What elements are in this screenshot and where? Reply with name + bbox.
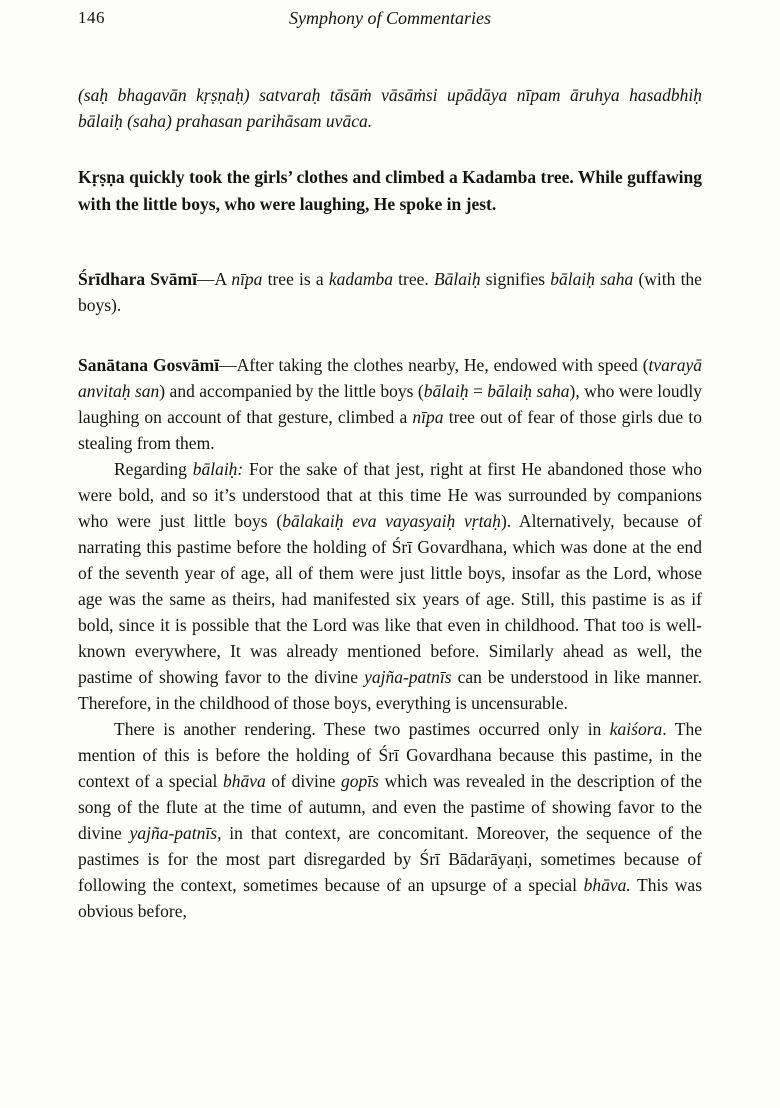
text-run: yajña-patnīs, [129,823,222,843]
text-run: For the sake of that jest, right at first He abandoned those who were bold, and so it’s understood that at this time He was surrounded by companions who were just little boys ( [78,459,703,531]
sanatana-commentary-continued-2 [78,716,702,924]
text-run: bālaiḥ [423,381,469,401]
text-run: nīpa [231,269,263,289]
text-run: Regarding [114,459,193,479]
page-header [78,8,702,38]
text-run: Bālaiḥ [433,269,481,289]
text-run: yajña-patnīs [364,667,452,687]
sanatana-commentary [78,352,702,456]
text-run: Kṛṣṇa quickly took the girls’ clothes and climbed a Kadamba tree. While guffawing with the little boys, who were laughing, He spoke in jest. [78,167,702,214]
page-body [78,82,702,924]
text-run: bālaiḥ saha [487,381,570,401]
text-run: ), who were loudly laughing on account of that gesture, climbed a [78,381,702,427]
text-run: of divine [265,771,342,791]
text-run: tree is a [262,269,329,289]
text-run: kaiśora [609,719,663,739]
text-run: There is another rendering. These two pastimes occurred only in [114,719,610,739]
text-run: —A [196,269,232,289]
sanatana-commentary-continued [78,456,702,716]
page-number: 146 [78,8,105,27]
text-run: ). Alternatively, because of narrating this pastime before the holding of Śrī Govardhana, which was done at the end of the seventh year of age, all of them were just little boys, insofar as the Lord, whose age was the same as theirs, had manifested six years of age. Still, this pastime is as if bold, since it is possible that the Lord was like that even in childhood. That too is well-known everywhere, It was already mentioned before. Similarly ahead as well, the pastime of showing favor to the divine [78,511,702,687]
text-run: kadamba [328,269,393,289]
running-title: Symphony of Commentaries [289,8,491,28]
text-run: —After taking the clothes nearby, He, endowed with speed ( [219,355,649,375]
text-run: (saḥ bhagavān kṛṣṇaḥ) satvaraḥ tāsāṁ vāsāṁsi upādāya nīpam āruhya hasadbhiḥ bālaiḥ (saha) prahasan parihāsam uvāca. [78,85,702,131]
text-run: bālaiḥ: [192,459,244,479]
text-run: which was revealed in the description of the song of the flute at the time of autumn, and even the pastime of showing favor to the divine [78,771,702,843]
text-run: tvarayā anvitaḥ san [78,355,702,401]
text-run: gopīs [341,771,379,791]
text-run: Śrīdhara Svāmī [78,269,197,289]
text-run: bālaiḥ saha [550,269,634,289]
text-run: tree. [392,269,434,289]
text-run: in that context, are concomitant. Moreover, the sequence of the pastimes is for the most part disregarded by Śrī Bādarāyaṇi, sometimes because of following the context, sometimes because of an upsurge of a special [78,823,702,895]
text-run: (with the boys). [78,269,702,315]
text-run: This was obvious before, [78,875,703,921]
text-run: tree out of fear of those girls due to stealing from them. [78,407,702,453]
text-run: bālakaiḥ eva vayasyaiḥ vṛtaḥ [282,511,501,531]
sridhara-commentary [78,266,702,318]
text-run: signifies [480,269,551,289]
text-run: Sanātana Gosvāmī [78,355,220,375]
text-run: ) and accompanied by the little boys ( [159,381,424,401]
translation-paragraph [78,164,702,218]
text-run: can be understood in like manner. Therefore, in the childhood of those boys, everything is uncensurable. [78,667,702,713]
text-run: = [468,381,488,401]
text-run: nīpa [412,407,444,427]
mantra-paragraph [78,82,702,134]
text-run: bhāva [223,771,266,791]
text-run: bhāva. [583,875,631,895]
text-run: . The mention of this is before the holding of Śrī Govardhana because this pastime, in the context of a special [78,719,702,791]
